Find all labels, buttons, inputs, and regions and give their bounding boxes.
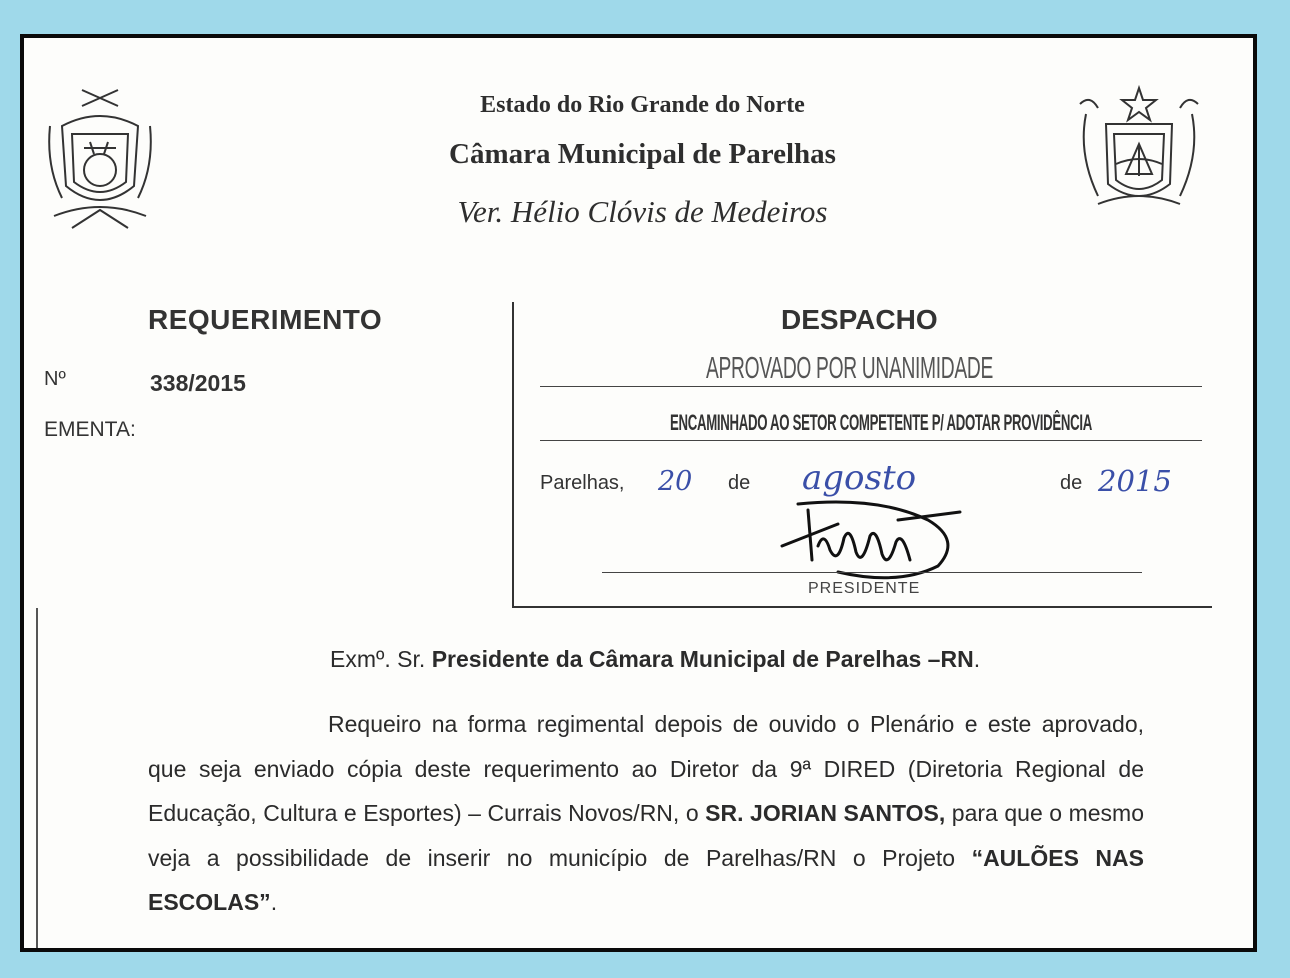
president-label: PRESIDENTE (808, 580, 921, 597)
body-part-3: . (270, 889, 278, 915)
requerimento-title: REQUERIMENTO (148, 304, 383, 335)
number-value: 338/2015 (150, 370, 246, 396)
body-bold-recipient: SR. JORIAN SANTOS, (705, 800, 946, 826)
letter-body (148, 702, 1144, 925)
stamp-underline-1 (540, 386, 1202, 387)
approved-stamp: APROVADO POR UNANIMIDADE (706, 350, 993, 385)
address-suffix: . (973, 646, 981, 672)
address-recipient: Presidente da Câmara Municipal de Parelhas –RN (431, 646, 974, 672)
address-prefix: Exmº. Sr. (330, 646, 432, 672)
body-bold-project: “AULÕES NAS ESCOLAS” (148, 844, 1144, 915)
stamp-underline-2 (540, 440, 1202, 441)
forwarded-stamp: ENCAMINHADO AO SETOR COMPETENTE P/ ADOTAR PROVIDÊNCIA (670, 410, 1092, 435)
de-label-2: de (1060, 472, 1083, 494)
despacho-title: DESPACHO (781, 304, 938, 335)
body-part-2: para que o mesmo veja a possibilidade de inserir no município de Parelhas/RN o Projeto (148, 800, 1144, 871)
state-name: Estado do Rio Grande do Norte (480, 92, 805, 118)
number-label: Nº (44, 368, 66, 390)
letter-address (330, 646, 980, 673)
despacho-border-left (512, 302, 514, 608)
de-label-1: de (728, 472, 751, 494)
document-page (20, 34, 1257, 952)
handwritten-year: 2015 (1098, 464, 1172, 498)
handwritten-month: agosto (802, 458, 917, 498)
body-part-1: Requeiro na forma regimental depois de ouvido o Plenário e este aprovado, que seja enviado cópia deste requerimento ao Diretor da 9ª DIRED (Diretoria Regional de Educação, Cultura e Esportes) – Currais Novos/RN, o (148, 711, 1144, 826)
handwritten-day: 20 (658, 466, 693, 497)
ementa-label: EMENTA: (44, 418, 136, 441)
left-margin-line (36, 608, 38, 948)
chamber-name: Câmara Municipal de Parelhas (449, 138, 836, 170)
councilor-name: Ver. Hélio Clóvis de Medeiros (457, 194, 828, 229)
state-coat-of-arms-icon (1076, 84, 1202, 216)
signature-line (602, 572, 1142, 573)
place-label: Parelhas, (540, 472, 625, 494)
despacho-border-bottom (512, 606, 1212, 608)
